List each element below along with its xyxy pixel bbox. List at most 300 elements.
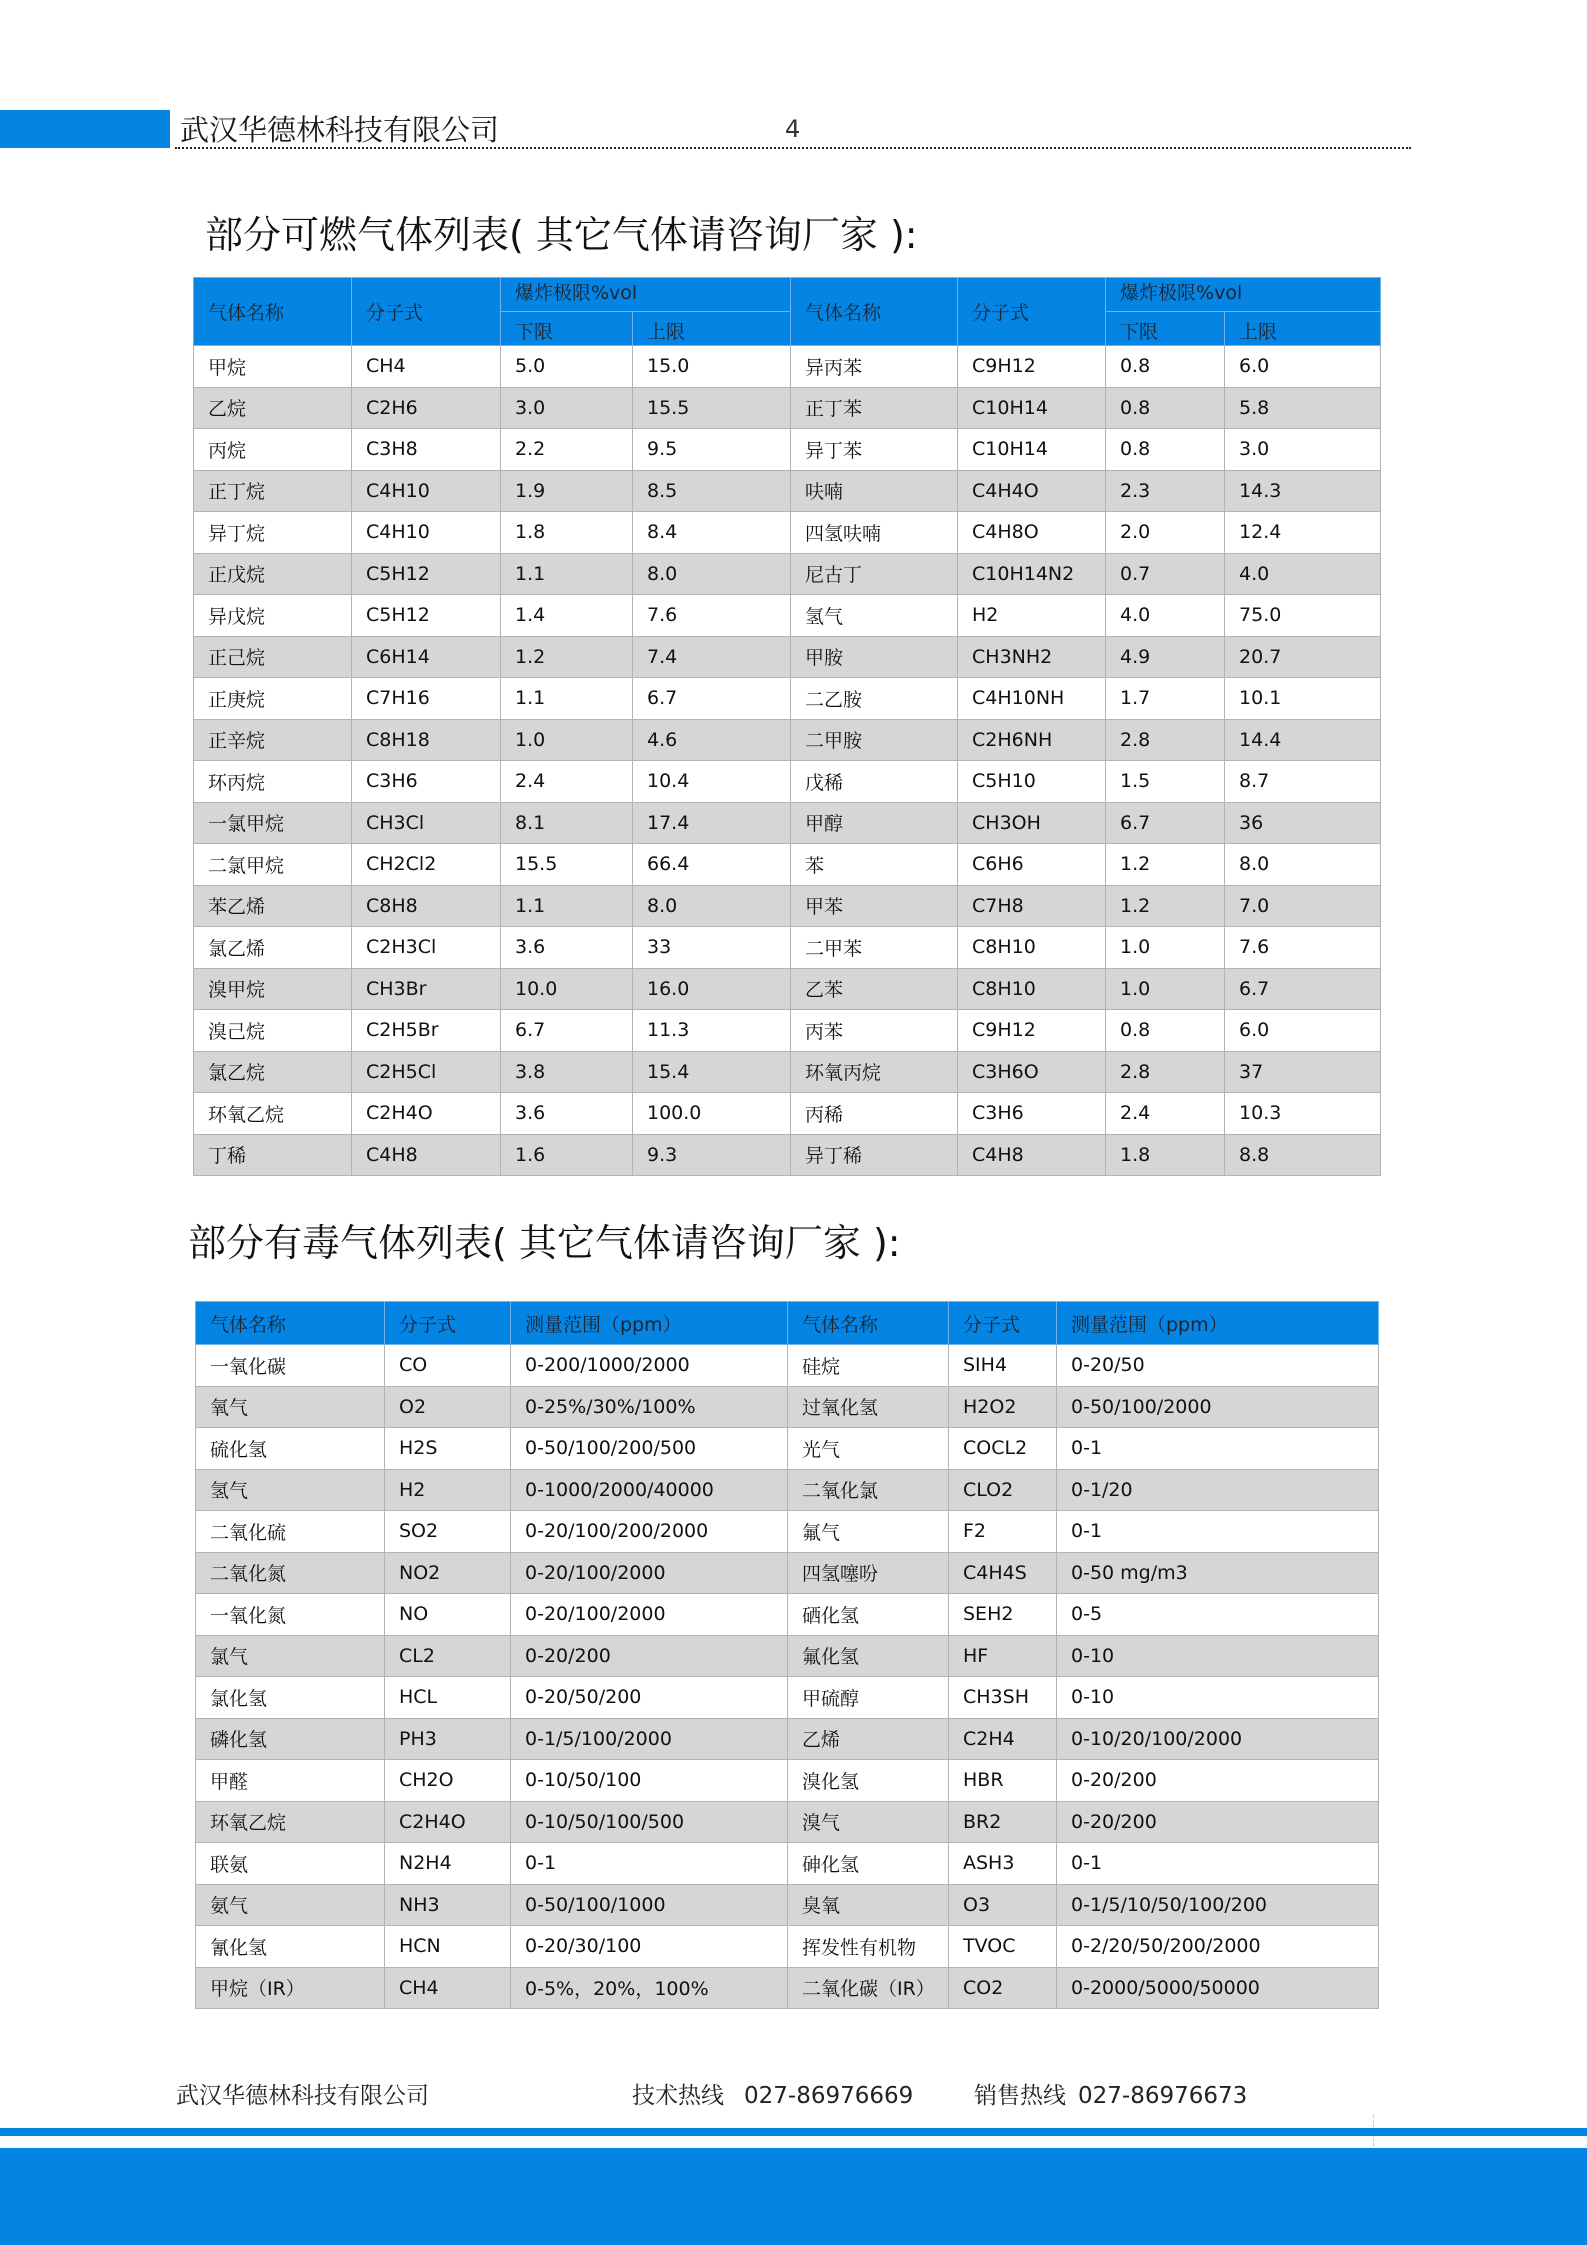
right-range-cell: 0-5 xyxy=(1057,1594,1379,1636)
left-upper-limit-cell: 8.0 xyxy=(633,885,791,927)
left-formula-cell: C3H6 xyxy=(352,761,501,803)
left-gas-name-cell: 联氨 xyxy=(196,1843,385,1885)
left-gas-name-cell: 氯气 xyxy=(196,1635,385,1677)
left-gas-name-cell: 丁稀 xyxy=(194,1134,352,1176)
right-lower-limit-cell: 1.5 xyxy=(1106,761,1225,803)
left-lower-limit-cell: 10.0 xyxy=(501,968,633,1010)
right-upper-limit-cell: 8.8 xyxy=(1225,1134,1381,1176)
left-range-cell: 0-200/1000/2000 xyxy=(511,1345,788,1387)
left-upper-limit-cell: 15.4 xyxy=(633,1051,791,1093)
left-range-cell: 0-20/30/100 xyxy=(511,1926,788,1968)
right-gas-name-cell: 甲苯 xyxy=(791,885,958,927)
right-lower-limit-cell: 0.8 xyxy=(1106,1010,1225,1052)
right-range-cell: 0-20/50 xyxy=(1057,1345,1379,1387)
header-divider xyxy=(175,147,1411,149)
left-upper-limit-cell: 8.0 xyxy=(633,553,791,595)
left-upper-limit-cell: 33 xyxy=(633,927,791,969)
left-formula-cell: C2H4O xyxy=(352,1093,501,1135)
right-gas-name-cell: 光气 xyxy=(788,1428,949,1470)
right-range-cell: 0-1 xyxy=(1057,1428,1379,1470)
col-header-formula: 分子式 xyxy=(385,1302,511,1345)
left-formula-cell: N2H4 xyxy=(385,1843,511,1885)
left-gas-name-cell: 环氧乙烷 xyxy=(194,1093,352,1135)
left-lower-limit-cell: 3.6 xyxy=(501,927,633,969)
left-formula-cell: C4H8 xyxy=(352,1134,501,1176)
left-lower-limit-cell: 1.4 xyxy=(501,595,633,637)
right-lower-limit-cell: 2.0 xyxy=(1106,512,1225,554)
left-gas-name-cell: 溴己烷 xyxy=(194,1010,352,1052)
col-header-upper-limit: 上限 xyxy=(633,312,791,346)
right-gas-name-cell: 硒化氢 xyxy=(788,1594,949,1636)
col-header-explosion-limit: 爆炸极限%vol xyxy=(501,278,791,312)
col-header-upper-limit: 上限 xyxy=(1225,312,1381,346)
left-formula-cell: CH3Br xyxy=(352,968,501,1010)
header-company-name: 武汉华德林科技有限公司 xyxy=(180,113,500,147)
right-formula-cell: TVOC xyxy=(949,1926,1057,1968)
left-gas-name-cell: 环丙烷 xyxy=(194,761,352,803)
left-range-cell: 0-20/200 xyxy=(511,1635,788,1677)
right-lower-limit-cell: 2.8 xyxy=(1106,1051,1225,1093)
right-gas-name-cell: 环氧丙烷 xyxy=(791,1051,958,1093)
left-lower-limit-cell: 1.1 xyxy=(501,885,633,927)
left-gas-name-cell: 硫化氢 xyxy=(196,1428,385,1470)
left-upper-limit-cell: 6.7 xyxy=(633,678,791,720)
right-formula-cell: BR2 xyxy=(949,1801,1057,1843)
right-gas-name-cell: 溴气 xyxy=(788,1801,949,1843)
left-gas-name-cell: 正丁烷 xyxy=(194,470,352,512)
right-range-cell: 0-1 xyxy=(1057,1511,1379,1553)
right-gas-name-cell: 四氢呋喃 xyxy=(791,512,958,554)
left-lower-limit-cell: 3.0 xyxy=(501,387,633,429)
right-upper-limit-cell: 4.0 xyxy=(1225,553,1381,595)
right-gas-name-cell: 二甲胺 xyxy=(791,719,958,761)
right-lower-limit-cell: 0.8 xyxy=(1106,346,1225,388)
footer-sales-hotline xyxy=(974,2080,1247,2112)
col-header-gas-name: 气体名称 xyxy=(788,1302,949,1345)
toxic-gas-table xyxy=(195,1301,1379,2009)
right-formula-cell: H2 xyxy=(958,595,1106,637)
table-row xyxy=(194,346,1381,388)
col-header-gas-name: 气体名称 xyxy=(791,278,958,346)
left-range-cell: 0-1/5/100/2000 xyxy=(511,1718,788,1760)
right-upper-limit-cell: 14.4 xyxy=(1225,719,1381,761)
left-upper-limit-cell: 8.5 xyxy=(633,470,791,512)
left-range-cell: 0-50/100/200/500 xyxy=(511,1428,788,1470)
left-gas-name-cell: 一氯甲烷 xyxy=(194,802,352,844)
left-lower-limit-cell: 1.8 xyxy=(501,512,633,554)
right-formula-cell: C9H12 xyxy=(958,1010,1106,1052)
left-formula-cell: C6H14 xyxy=(352,636,501,678)
footer-band xyxy=(0,2148,1587,2245)
right-formula-cell: C10H14 xyxy=(958,429,1106,471)
right-lower-limit-cell: 0.8 xyxy=(1106,429,1225,471)
left-gas-name-cell: 氯乙烯 xyxy=(194,927,352,969)
left-upper-limit-cell: 7.6 xyxy=(633,595,791,637)
right-range-cell: 0-2000/5000/50000 xyxy=(1057,1967,1379,2009)
left-range-cell: 0-20/100/200/2000 xyxy=(511,1511,788,1553)
left-range-cell: 0-20/50/200 xyxy=(511,1677,788,1719)
right-formula-cell: F2 xyxy=(949,1511,1057,1553)
left-lower-limit-cell: 1.1 xyxy=(501,678,633,720)
right-formula-cell: O3 xyxy=(949,1884,1057,1926)
right-range-cell: 0-20/200 xyxy=(1057,1801,1379,1843)
left-gas-name-cell: 氯乙烷 xyxy=(194,1051,352,1093)
right-range-cell: 0-10 xyxy=(1057,1635,1379,1677)
table-row xyxy=(194,761,1381,803)
left-formula-cell: SO2 xyxy=(385,1511,511,1553)
right-upper-limit-cell: 12.4 xyxy=(1225,512,1381,554)
left-upper-limit-cell: 15.0 xyxy=(633,346,791,388)
right-gas-name-cell: 乙烯 xyxy=(788,1718,949,1760)
table-row xyxy=(194,885,1381,927)
left-upper-limit-cell: 16.0 xyxy=(633,968,791,1010)
table-row xyxy=(196,1926,1379,1968)
right-formula-cell: CLO2 xyxy=(949,1469,1057,1511)
right-range-cell: 0-1/5/10/50/100/200 xyxy=(1057,1884,1379,1926)
right-formula-cell: HBR xyxy=(949,1760,1057,1802)
left-formula-cell: C4H10 xyxy=(352,470,501,512)
right-formula-cell: CH3NH2 xyxy=(958,636,1106,678)
right-upper-limit-cell: 6.7 xyxy=(1225,968,1381,1010)
right-upper-limit-cell: 8.0 xyxy=(1225,844,1381,886)
left-gas-name-cell: 环氧乙烷 xyxy=(196,1801,385,1843)
left-upper-limit-cell: 11.3 xyxy=(633,1010,791,1052)
left-formula-cell: CO xyxy=(385,1345,511,1387)
right-gas-name-cell: 二乙胺 xyxy=(791,678,958,720)
left-gas-name-cell: 异丁烷 xyxy=(194,512,352,554)
right-formula-cell: C4H4O xyxy=(958,470,1106,512)
right-formula-cell: C3H6 xyxy=(958,1093,1106,1135)
right-upper-limit-cell: 6.0 xyxy=(1225,1010,1381,1052)
right-gas-name-cell: 硅烷 xyxy=(788,1345,949,1387)
left-lower-limit-cell: 1.1 xyxy=(501,553,633,595)
table-row xyxy=(196,1511,1379,1553)
right-gas-name-cell: 丙苯 xyxy=(791,1010,958,1052)
left-gas-name-cell: 甲醛 xyxy=(196,1760,385,1802)
right-range-cell: 0-1/20 xyxy=(1057,1469,1379,1511)
table-row xyxy=(196,1594,1379,1636)
left-gas-name-cell: 正庚烷 xyxy=(194,678,352,720)
left-upper-limit-cell: 15.5 xyxy=(633,387,791,429)
right-gas-name-cell: 甲胺 xyxy=(791,636,958,678)
right-formula-cell: CH3OH xyxy=(958,802,1106,844)
right-upper-limit-cell: 3.0 xyxy=(1225,429,1381,471)
right-formula-cell: HF xyxy=(949,1635,1057,1677)
left-lower-limit-cell: 3.8 xyxy=(501,1051,633,1093)
right-formula-cell: C4H8 xyxy=(958,1134,1106,1176)
table-row xyxy=(194,512,1381,554)
table-row xyxy=(196,1718,1379,1760)
table-row xyxy=(196,1345,1379,1387)
right-upper-limit-cell: 37 xyxy=(1225,1051,1381,1093)
left-range-cell: 0-5%，20%，100% xyxy=(511,1967,788,2009)
footer-tech-hotline xyxy=(632,2080,913,2112)
right-formula-cell: C4H10NH xyxy=(958,678,1106,720)
left-gas-name-cell: 溴甲烷 xyxy=(194,968,352,1010)
right-upper-limit-cell: 14.3 xyxy=(1225,470,1381,512)
table-row xyxy=(196,1967,1379,2009)
table-row xyxy=(194,636,1381,678)
flammable-section-title: 部分可燃气体列表( 其它气体请咨询厂家 ): xyxy=(205,213,918,257)
right-upper-limit-cell: 7.0 xyxy=(1225,885,1381,927)
left-formula-cell: PH3 xyxy=(385,1718,511,1760)
col-header-lower-limit: 下限 xyxy=(1106,312,1225,346)
table-row xyxy=(196,1552,1379,1594)
right-formula-cell: C10H14N2 xyxy=(958,553,1106,595)
right-gas-name-cell: 二氧化氯 xyxy=(788,1469,949,1511)
left-range-cell: 0-10/50/100 xyxy=(511,1760,788,1802)
right-gas-name-cell: 甲醇 xyxy=(791,802,958,844)
left-formula-cell: C2H5Cl xyxy=(352,1051,501,1093)
right-formula-cell: C4H4S xyxy=(949,1552,1057,1594)
right-upper-limit-cell: 75.0 xyxy=(1225,595,1381,637)
left-formula-cell: CH2O xyxy=(385,1760,511,1802)
left-formula-cell: C8H18 xyxy=(352,719,501,761)
table-row xyxy=(194,844,1381,886)
right-upper-limit-cell: 5.8 xyxy=(1225,387,1381,429)
right-range-cell: 0-50 mg/m3 xyxy=(1057,1552,1379,1594)
right-range-cell: 0-10/20/100/2000 xyxy=(1057,1718,1379,1760)
right-formula-cell: SEH2 xyxy=(949,1594,1057,1636)
left-lower-limit-cell: 3.6 xyxy=(501,1093,633,1135)
left-gas-name-cell: 一氧化碳 xyxy=(196,1345,385,1387)
col-header-explosion-limit: 爆炸极限%vol xyxy=(1106,278,1381,312)
table-row xyxy=(196,1843,1379,1885)
right-lower-limit-cell: 1.7 xyxy=(1106,678,1225,720)
left-upper-limit-cell: 7.4 xyxy=(633,636,791,678)
right-gas-name-cell: 砷化氢 xyxy=(788,1843,949,1885)
right-lower-limit-cell: 4.9 xyxy=(1106,636,1225,678)
left-gas-name-cell: 氰化氢 xyxy=(196,1926,385,1968)
left-gas-name-cell: 氨气 xyxy=(196,1884,385,1926)
left-range-cell: 0-20/100/2000 xyxy=(511,1594,788,1636)
right-formula-cell: SIH4 xyxy=(949,1345,1057,1387)
left-formula-cell: NH3 xyxy=(385,1884,511,1926)
table-row xyxy=(196,1760,1379,1802)
table-row xyxy=(194,387,1381,429)
right-lower-limit-cell: 2.8 xyxy=(1106,719,1225,761)
right-formula-cell: C3H6O xyxy=(958,1051,1106,1093)
left-lower-limit-cell: 8.1 xyxy=(501,802,633,844)
right-lower-limit-cell: 1.8 xyxy=(1106,1134,1225,1176)
left-gas-name-cell: 丙烷 xyxy=(194,429,352,471)
col-header-formula: 分子式 xyxy=(352,278,501,346)
left-upper-limit-cell: 17.4 xyxy=(633,802,791,844)
left-upper-limit-cell: 4.6 xyxy=(633,719,791,761)
left-upper-limit-cell: 10.4 xyxy=(633,761,791,803)
right-upper-limit-cell: 6.0 xyxy=(1225,346,1381,388)
left-lower-limit-cell: 2.4 xyxy=(501,761,633,803)
table-row xyxy=(194,1134,1381,1176)
left-gas-name-cell: 乙烷 xyxy=(194,387,352,429)
header-accent-bar xyxy=(0,110,170,148)
right-gas-name-cell: 二氧化碳（IR） xyxy=(788,1967,949,2009)
left-gas-name-cell: 正戊烷 xyxy=(194,553,352,595)
left-lower-limit-cell: 1.9 xyxy=(501,470,633,512)
right-gas-name-cell: 尼古丁 xyxy=(791,553,958,595)
right-lower-limit-cell: 4.0 xyxy=(1106,595,1225,637)
left-formula-cell: NO2 xyxy=(385,1552,511,1594)
right-formula-cell: C6H6 xyxy=(958,844,1106,886)
right-gas-name-cell: 氟化氢 xyxy=(788,1635,949,1677)
right-formula-cell: C8H10 xyxy=(958,968,1106,1010)
right-lower-limit-cell: 1.0 xyxy=(1106,968,1225,1010)
left-formula-cell: CH4 xyxy=(352,346,501,388)
left-upper-limit-cell: 9.5 xyxy=(633,429,791,471)
right-range-cell: 0-20/200 xyxy=(1057,1760,1379,1802)
left-range-cell: 0-10/50/100/500 xyxy=(511,1801,788,1843)
right-gas-name-cell: 正丁苯 xyxy=(791,387,958,429)
page-number: 4 xyxy=(785,115,801,143)
left-formula-cell: C3H8 xyxy=(352,429,501,471)
left-upper-limit-cell: 9.3 xyxy=(633,1134,791,1176)
right-lower-limit-cell: 0.8 xyxy=(1106,387,1225,429)
left-formula-cell: C2H6 xyxy=(352,387,501,429)
right-gas-name-cell: 丙稀 xyxy=(791,1093,958,1135)
left-lower-limit-cell: 2.2 xyxy=(501,429,633,471)
right-formula-cell: C8H10 xyxy=(958,927,1106,969)
left-gas-name-cell: 氧气 xyxy=(196,1386,385,1428)
table-row xyxy=(196,1677,1379,1719)
table-row xyxy=(194,1093,1381,1135)
left-gas-name-cell: 二氧化硫 xyxy=(196,1511,385,1553)
sales-hotline-label: 销售热线 xyxy=(974,2083,1066,2109)
left-lower-limit-cell: 6.7 xyxy=(501,1010,633,1052)
left-formula-cell: CH4 xyxy=(385,1967,511,2009)
table-row xyxy=(194,595,1381,637)
right-formula-cell: ASH3 xyxy=(949,1843,1057,1885)
right-gas-name-cell: 臭氧 xyxy=(788,1884,949,1926)
left-formula-cell: C2H4O xyxy=(385,1801,511,1843)
col-header-range: 测量范围（ppm） xyxy=(1057,1302,1379,1345)
left-gas-name-cell: 磷化氢 xyxy=(196,1718,385,1760)
table-row xyxy=(194,1051,1381,1093)
left-gas-name-cell: 氢气 xyxy=(196,1469,385,1511)
col-header-range: 测量范围（ppm） xyxy=(511,1302,788,1345)
left-range-cell: 0-1 xyxy=(511,1843,788,1885)
table-row xyxy=(194,429,1381,471)
table-row xyxy=(194,968,1381,1010)
right-gas-name-cell: 四氢噻吩 xyxy=(788,1552,949,1594)
right-gas-name-cell: 甲硫醇 xyxy=(788,1677,949,1719)
left-formula-cell: CH3Cl xyxy=(352,802,501,844)
right-formula-cell: C9H12 xyxy=(958,346,1106,388)
right-formula-cell: C10H14 xyxy=(958,387,1106,429)
table-row xyxy=(194,1010,1381,1052)
right-gas-name-cell: 氢气 xyxy=(791,595,958,637)
left-gas-name-cell: 二氧化氮 xyxy=(196,1552,385,1594)
left-formula-cell: CH2Cl2 xyxy=(352,844,501,886)
left-gas-name-cell: 正辛烷 xyxy=(194,719,352,761)
left-formula-cell: C5H12 xyxy=(352,595,501,637)
table-row xyxy=(196,1884,1379,1926)
right-formula-cell: H2O2 xyxy=(949,1386,1057,1428)
table-row xyxy=(196,1428,1379,1470)
left-formula-cell: O2 xyxy=(385,1386,511,1428)
toxic-section-title: 部分有毒气体列表( 其它气体请咨询厂家 ): xyxy=(188,1221,901,1265)
right-formula-cell: CO2 xyxy=(949,1967,1057,2009)
left-gas-name-cell: 苯乙烯 xyxy=(194,885,352,927)
left-range-cell: 0-25%/30%/100% xyxy=(511,1386,788,1428)
right-range-cell: 0-10 xyxy=(1057,1677,1379,1719)
tech-hotline-phone: 027-86976669 xyxy=(744,2083,914,2109)
right-formula-cell: COCL2 xyxy=(949,1428,1057,1470)
left-formula-cell: HCN xyxy=(385,1926,511,1968)
left-lower-limit-cell: 1.0 xyxy=(501,719,633,761)
left-upper-limit-cell: 8.4 xyxy=(633,512,791,554)
left-gas-name-cell: 正己烷 xyxy=(194,636,352,678)
table-row xyxy=(196,1801,1379,1843)
col-header-gas-name: 气体名称 xyxy=(196,1302,385,1345)
left-formula-cell: C7H16 xyxy=(352,678,501,720)
right-gas-name-cell: 过氧化氢 xyxy=(788,1386,949,1428)
left-gas-name-cell: 甲烷 xyxy=(194,346,352,388)
right-lower-limit-cell: 6.7 xyxy=(1106,802,1225,844)
left-formula-cell: C4H10 xyxy=(352,512,501,554)
right-gas-name-cell: 异丁苯 xyxy=(791,429,958,471)
right-gas-name-cell: 二甲苯 xyxy=(791,927,958,969)
left-gas-name-cell: 异戊烷 xyxy=(194,595,352,637)
right-lower-limit-cell: 0.7 xyxy=(1106,553,1225,595)
right-gas-name-cell: 乙苯 xyxy=(791,968,958,1010)
table-row xyxy=(194,678,1381,720)
left-formula-cell: C5H12 xyxy=(352,553,501,595)
left-formula-cell: C8H8 xyxy=(352,885,501,927)
right-gas-name-cell: 挥发性有机物 xyxy=(788,1926,949,1968)
flammable-gas-table xyxy=(193,277,1381,1176)
left-range-cell: 0-50/100/1000 xyxy=(511,1884,788,1926)
right-formula-cell: C2H6NH xyxy=(958,719,1106,761)
table-row xyxy=(196,1635,1379,1677)
right-formula-cell: CH3SH xyxy=(949,1677,1057,1719)
left-lower-limit-cell: 1.2 xyxy=(501,636,633,678)
left-upper-limit-cell: 66.4 xyxy=(633,844,791,886)
right-formula-cell: C2H4 xyxy=(949,1718,1057,1760)
right-lower-limit-cell: 1.2 xyxy=(1106,885,1225,927)
right-gas-name-cell: 异丙苯 xyxy=(791,346,958,388)
right-lower-limit-cell: 1.0 xyxy=(1106,927,1225,969)
table-row xyxy=(194,553,1381,595)
col-header-formula: 分子式 xyxy=(958,278,1106,346)
col-header-lower-limit: 下限 xyxy=(501,312,633,346)
right-upper-limit-cell: 10.1 xyxy=(1225,678,1381,720)
left-formula-cell: NO xyxy=(385,1594,511,1636)
right-gas-name-cell: 苯 xyxy=(791,844,958,886)
table-row xyxy=(194,719,1381,761)
left-gas-name-cell: 甲烷（IR） xyxy=(196,1967,385,2009)
left-range-cell: 0-20/100/2000 xyxy=(511,1552,788,1594)
right-range-cell: 0-2/20/50/200/2000 xyxy=(1057,1926,1379,1968)
right-lower-limit-cell: 2.4 xyxy=(1106,1093,1225,1135)
tech-hotline-label: 技术热线 xyxy=(632,2083,724,2109)
right-lower-limit-cell: 1.2 xyxy=(1106,844,1225,886)
left-formula-cell: CL2 xyxy=(385,1635,511,1677)
col-header-formula: 分子式 xyxy=(949,1302,1057,1345)
right-gas-name-cell: 异丁稀 xyxy=(791,1134,958,1176)
right-range-cell: 0-50/100/2000 xyxy=(1057,1386,1379,1428)
left-formula-cell: HCL xyxy=(385,1677,511,1719)
left-lower-limit-cell: 15.5 xyxy=(501,844,633,886)
col-header-gas-name: 气体名称 xyxy=(194,278,352,346)
left-formula-cell: H2 xyxy=(385,1469,511,1511)
right-range-cell: 0-1 xyxy=(1057,1843,1379,1885)
left-lower-limit-cell: 1.6 xyxy=(501,1134,633,1176)
right-upper-limit-cell: 8.7 xyxy=(1225,761,1381,803)
table-row xyxy=(194,470,1381,512)
table-row xyxy=(196,1386,1379,1428)
right-gas-name-cell: 氟气 xyxy=(788,1511,949,1553)
table-row xyxy=(194,802,1381,844)
